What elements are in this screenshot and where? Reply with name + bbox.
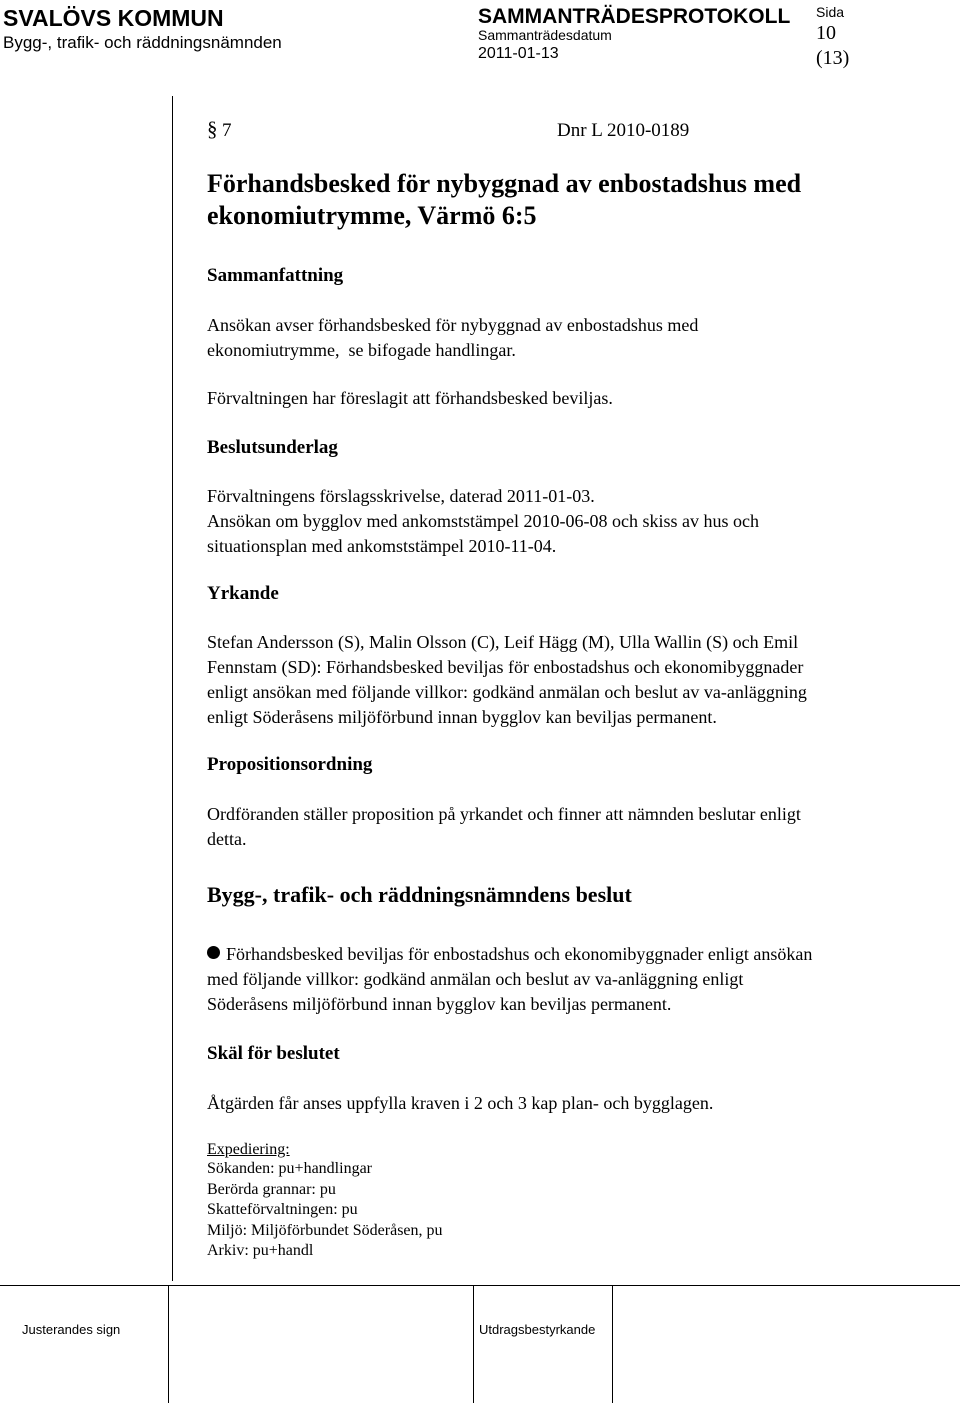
text-line: enligt ansökan med följande villkor: godkänd anmälan och beslut av va-anläggning <box>207 682 807 702</box>
reason-heading: Skäl för beslutet <box>207 1043 340 1064</box>
proposition-heading: Propositionsordning <box>207 754 373 775</box>
adjuster-signature-label: Justerandes sign <box>22 1322 121 1337</box>
basis-text <box>207 484 927 559</box>
text-line: detta. <box>207 829 247 849</box>
text-line: Ordföranden ställer proposition på yrkandet och finner att nämnden beslutar enligt <box>207 804 801 824</box>
text-line: med följande villkor: godkänd anmälan och beslut av va-anläggning enligt <box>207 969 744 989</box>
text-line: Förhandsbesked beviljas för enbostadshus och ekonomibyggnader enligt ansökan <box>226 944 813 964</box>
text-line: Förvaltningens förslagsskrivelse, daterad 2011-01-03. <box>207 486 595 506</box>
motion-heading: Yrkande <box>207 583 279 604</box>
proposition-text <box>207 802 927 852</box>
meeting-date-label: Sammanträdesdatum <box>478 27 612 43</box>
page-label: Sida <box>816 4 845 20</box>
text-line: ekonomiutrymme, se bifogade handlingar. <box>207 340 516 360</box>
text-line: Söderåsens miljöförbund innan bygglov kan beviljas permanent. <box>207 994 672 1014</box>
text-line: Ansökan avser förhandsbesked för nybyggnad av enbostadshus med <box>207 315 699 335</box>
footer-rule <box>0 1285 960 1286</box>
dispatch-item: Sökanden: pu+handlingar <box>207 1160 372 1177</box>
document-type: SAMMANTRÄDESPROTOKOLL <box>478 5 791 28</box>
basis-heading: Beslutsunderlag <box>207 437 338 458</box>
paragraph-mark: § <box>207 117 218 141</box>
text-line: enligt Söderåsens miljöförbund innan bygglov kan beviljas permanent. <box>207 707 717 727</box>
page-total: (13) <box>816 47 850 69</box>
footer-divider <box>473 1285 474 1403</box>
case-number: Dnr L 2010-0189 <box>557 120 690 141</box>
dispatch-list <box>207 1159 927 1262</box>
extract-certification-label: Utdragsbestyrkande <box>479 1322 596 1337</box>
item-title <box>207 168 907 232</box>
margin-rule <box>172 96 173 1281</box>
dispatch-title: Expediering: <box>207 1141 290 1158</box>
text-line: Stefan Andersson (S), Malin Olsson (C), Leif Hägg (M), Ulla Wallin (S) och Emil <box>207 632 799 652</box>
motion-text <box>207 630 927 730</box>
reason-text: Åtgärden får anses uppfylla kraven i 2 och 3 kap plan- och bygglagen. <box>207 1093 714 1113</box>
summary-text <box>207 313 927 363</box>
summary-recommendation: Förvaltningen har föreslagit att förhandsbesked beviljas. <box>207 388 613 408</box>
dispatch-item: Miljö: Miljöförbundet Söderåsen, pu <box>207 1221 443 1239</box>
footer-divider <box>612 1285 613 1403</box>
meeting-date: 2011-01-13 <box>478 45 559 62</box>
decision-text <box>207 942 927 1017</box>
text-line: situationsplan med ankomststämpel 2010-11-04. <box>207 536 557 556</box>
dispatch-item: Skatteförvaltningen: pu <box>207 1201 358 1218</box>
text-line: Fennstam (SD): Förhandsbesked beviljas för enbostadshus och ekonomibyggnader <box>207 657 804 677</box>
decision-heading: Bygg-, trafik- och räddningsnämndens beslut <box>207 882 632 907</box>
summary-heading: Sammanfattning <box>207 265 344 286</box>
dispatch-item: Arkiv: pu+handl <box>207 1242 314 1259</box>
text-line: Ansökan om bygglov med ankomststämpel 2010-06-08 och skiss av hus och <box>207 511 759 531</box>
organization-name: SVALÖVS KOMMUN <box>3 5 224 31</box>
item-title-line: ekonomiutrymme, Värmö 6:5 <box>207 201 537 230</box>
footer-divider <box>168 1285 169 1403</box>
page-number: 10 <box>816 22 836 44</box>
dispatch-item: Berörda grannar: pu <box>207 1180 336 1198</box>
committee-name: Bygg-, trafik- och räddningsnämnden <box>3 33 282 52</box>
paragraph-number: 7 <box>222 120 232 141</box>
item-title-line: Förhandsbesked för nybyggnad av enbostadshus med <box>207 169 802 198</box>
